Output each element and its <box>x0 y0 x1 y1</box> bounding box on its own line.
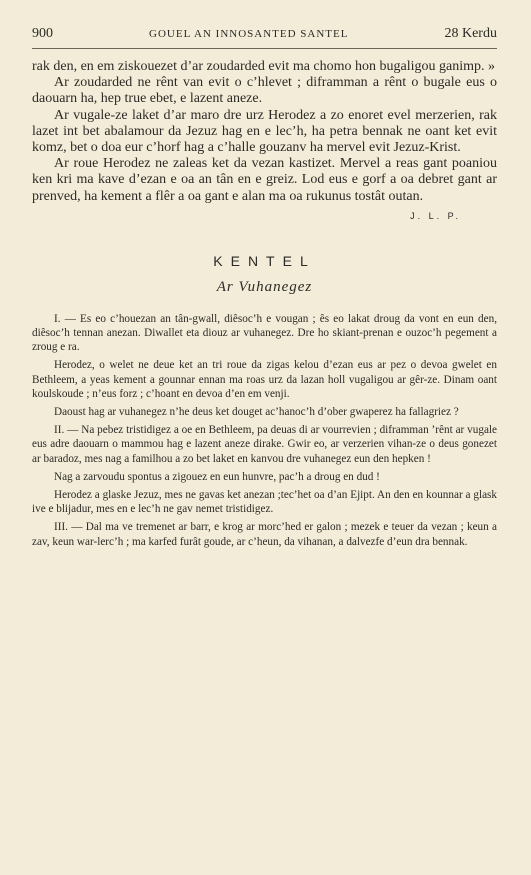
lesson-paragraph: I. — Es eo c’houezan an tân-gwall, diêsoc’h e vougan ; ês eo lakat droug da vont en eun den, diêsoc’h tennan anezan. Diwallet eta diouz ar vuhanegez. Dre ho skiant-prenan e ouzoc’h pegement a zroug e ra. <box>32 312 497 354</box>
story-paragraph: rak den, en em ziskouezet d’ar zoudarded evit ma chomo hon bugaligou ganimp. » <box>32 59 496 74</box>
story-text <box>32 59 497 205</box>
page-number: 900 <box>32 26 53 41</box>
page-date: 28 Kerdu <box>444 26 497 41</box>
lesson-paragraph: II. — Na pebez tristidigez a oe en Bethleem, pa deuas di ar vourrevien ; diframman ’rênt ar vugale eus adre daouarn o mammou hag e lazent aneze dirake. Gwir eo, ar verzerien vihan-ze o deus gonezet ar baradoz, mes nag a familhou a zo bet laket en kanvou dre vuhanegez eun den hepken ! <box>32 424 497 465</box>
running-title: GOUEL AN INNOSANTED SANTEL <box>149 28 349 40</box>
section-title: KENTEL <box>213 252 316 269</box>
lesson-text <box>32 312 497 549</box>
story-paragraph: Ar roue Herodez ne zaleas ket da vezan kastizet. Mervel a reas gant poaniou ken kri ma kave d’ezan e oa an tân en e greiz. Lod eus e gorf a oa debret gant ar prenved, ha kement a flêr a oa gant e alan ma oa rukunus tostât outan. <box>32 156 497 204</box>
story-paragraph: Ar zoudarded ne rênt van evit o c’hlevet ; diframman a rênt o bugale eus o daouarn ha, hep true ebet, e lazent aneze. <box>32 75 497 107</box>
lesson-paragraph: Nag a zarvoudu spontus a zigouez en eun hunvre, pac’h a droug en dud ! <box>54 470 380 483</box>
lesson-paragraph: III. — Dal ma ve tremenet ar barr, e krog ar morc’hed er galon ; mezek e teuer da vezan ; keun a zav, keun war-lerc’h ; ma karfed furât goude, ar c’heun, da vihanan, a dalvezfe d’eun dra bennak. <box>32 521 497 548</box>
story-paragraph: Ar vugale-ze laket d’ar maro dre urz Herodez a zo enoret evel merzerien, rak lazet int bet abalamour da Jezuz hag en e lec’h, ha petra bennak ne oant ket evit komz, bet o doa eur c’horf hag a c’halle gouzanv ha mervel evit Jezuz-Krist. <box>32 107 497 156</box>
section-subtitle: Ar Vuhanegez <box>216 278 313 295</box>
lesson-paragraph: Herodez, o welet ne deue ket an tri roue da zigas kelou d’ezan eus ar pez o devoa gwelet en Bethleem, a yeas kement a gounnar ennan ma roas urz da lazan holl vugaligou ar gêr-ze. Dinam oant koulskoude ; n’eus forz ; c’hoant en devoa d’en em venji. <box>32 359 497 400</box>
lesson-paragraph: Daoust hag ar vuhanegez n’he deus ket douget ac’hanoc’h d’ober gwaperez ha fallagriez ? <box>54 406 459 419</box>
running-header <box>32 26 497 49</box>
author-signature: J. L. P. <box>410 210 461 221</box>
lesson-paragraph: Herodez a glaske Jezuz, mes ne gavas ket anezan ;tec’het oa d’an Ejipt. An den en kounnar a glask ive e blijadur, mes en e lec’h ne gav nemet tristidigez. <box>32 489 497 516</box>
